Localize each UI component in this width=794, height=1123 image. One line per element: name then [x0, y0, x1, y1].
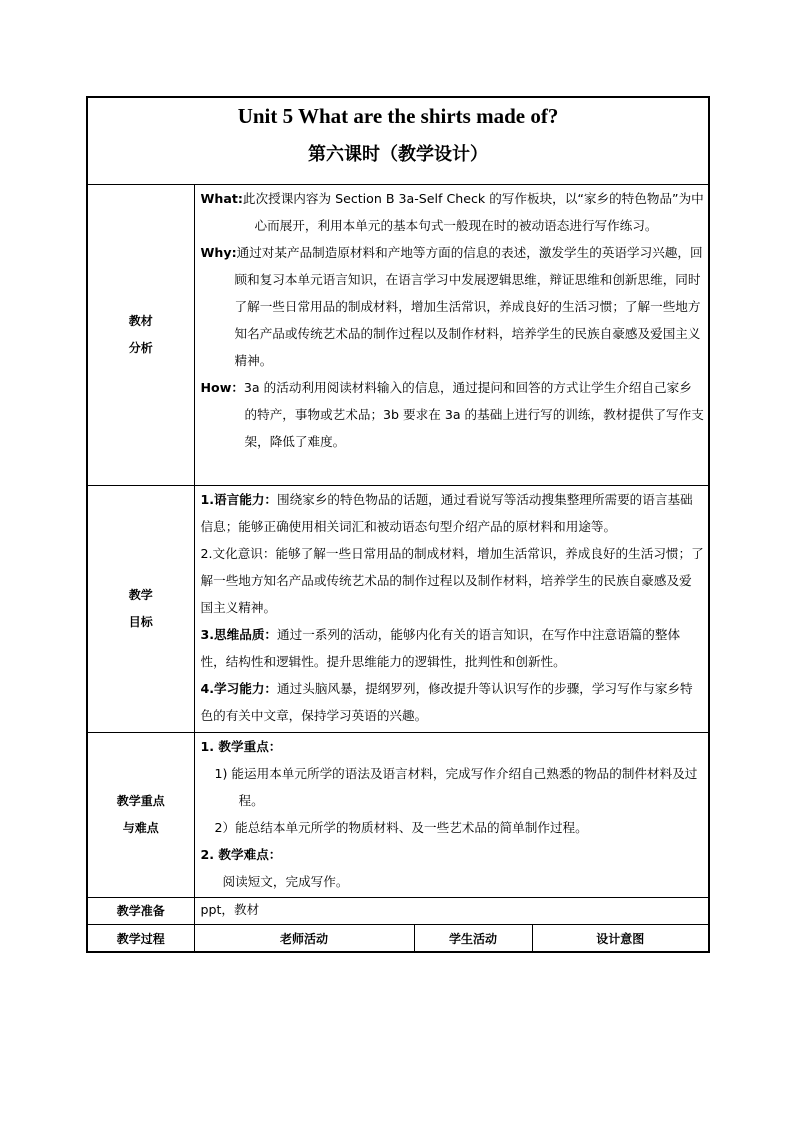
keypoints-row: [87, 733, 709, 898]
keypoints-heading: 1. 教学重点：: [200, 739, 282, 754]
goal-language-text: 围绕家乡的特色物品的话题，通过看说写等活动搜集整理所需要的语言基础信息；能够正确使用相关词汇和被动语态句型介绍产品的原材料和用途等。: [200, 492, 693, 534]
goal-language-heading: 1.语言能力：: [200, 492, 278, 507]
why-text: 通过对某产品制造原材料和产地等方面的信息的表述，激发学生的英语学习兴趣，回顾和复习本单元语言知识，在语言学习中发展逻辑思维，辩证思维和创新思维，同时了解一些日常用品的制成材料，增加生活常识，养成良好的生活习惯；了解一些地方知名产品或传统艺术品的制作过程以及制作材料，培养学生的民族自豪感及爱国主义精神。: [234, 245, 703, 368]
analysis-row: [87, 185, 709, 486]
prep-label: 教学准备: [87, 898, 194, 925]
analysis-label-line1: 教材: [128, 314, 153, 328]
goal-learning: [201, 675, 705, 729]
goals-content: [194, 486, 709, 733]
title-cell: [87, 97, 709, 185]
goal-language: [201, 486, 705, 540]
goal-culture: [201, 540, 705, 621]
analysis-how: [201, 374, 705, 455]
goal-thinking-heading: 3.思维品质：: [200, 627, 278, 642]
how-text: 3a 的活动利用阅读材料输入的信息，通过提问和回答的方式让学生介绍自己家乡的特产，事物或艺术品；3b 要求在 3a 的基础上进行写的训练，教材提供了写作支架，降低了难度。: [243, 380, 704, 449]
goals-label-line2: 目标: [128, 615, 153, 629]
keypoint-1: 1) 能运用本单元所学的语法及语言材料，完成写作介绍自己熟悉的物品的制件材料及过程。: [214, 766, 698, 808]
difficulty-heading: 2. 教学难点：: [200, 847, 282, 862]
keypoints-label: [87, 733, 194, 898]
analysis-what: [201, 185, 705, 239]
goals-row: [87, 486, 709, 733]
goal-culture-text: 能够了解一些日常用品的制成材料，增加生活常识，养成良好的生活习惯；了解一些地方知名产品或传统艺术品的制作过程以及制作材料，培养学生的民族自豪感及爱国主义精神。: [200, 546, 704, 615]
goal-thinking-text: 通过一系列的活动，能够内化有关的语言知识，在写作中注意语篇的整体性，结构性和逻辑性。提升思维能力的逻辑性，批判性和创新性。: [200, 627, 681, 669]
goal-learning-text: 通过头脑风暴，提纲罗列，修改提升等认识写作的步骤，学习写作与家乡特色的有关中文章，保持学习英语的兴趣。: [200, 681, 693, 723]
lesson-plan-sheet: [86, 96, 708, 953]
goal-thinking: [201, 621, 705, 675]
goals-label: [87, 486, 194, 733]
analysis-why: [201, 239, 705, 374]
keypoints-content: [194, 733, 709, 898]
process-label: 教学过程: [87, 925, 194, 953]
analysis-label: [87, 185, 194, 486]
keypoints-label-line2: 与难点: [122, 821, 159, 835]
what-heading: What:: [200, 191, 243, 206]
keypoint-2: 2）能总结本单元所学的物质材料、及一些艺术品的简单制作过程。: [214, 820, 588, 835]
analysis-label-line2: 分析: [128, 341, 153, 355]
keypoints-label-line1: 教学重点: [116, 794, 165, 808]
process-col-purpose: 设计意图: [532, 925, 709, 953]
title-english: Unit 5 What are the shirts made of?: [237, 104, 559, 128]
process-col-teacher: 老师活动: [194, 925, 414, 953]
what-text: 此次授课内容为 Section B 3a-Self Check 的写作板块，以“家乡的特色物品”为中心而展开，利用本单元的基本句式一般现在时的被动语态进行写作练习。: [242, 191, 704, 233]
why-heading: Why:: [200, 245, 237, 260]
goal-learning-heading: 4.学习能力：: [200, 681, 278, 696]
prep-row: [87, 898, 709, 925]
prep-content: ppt，教材: [194, 898, 709, 925]
how-heading: How：: [200, 380, 244, 395]
title-chinese: 第六课时（教学设计）: [308, 144, 488, 165]
title-row: [87, 97, 709, 185]
goal-culture-heading: 2.文化意识：: [200, 546, 276, 561]
process-col-student: 学生活动: [414, 925, 532, 953]
goals-label-line1: 教学: [128, 588, 153, 602]
analysis-content: [194, 185, 709, 486]
difficulty-1: 阅读短文，完成写作。: [222, 874, 349, 889]
process-header-row: [87, 925, 709, 953]
lesson-plan-table: [86, 96, 710, 953]
